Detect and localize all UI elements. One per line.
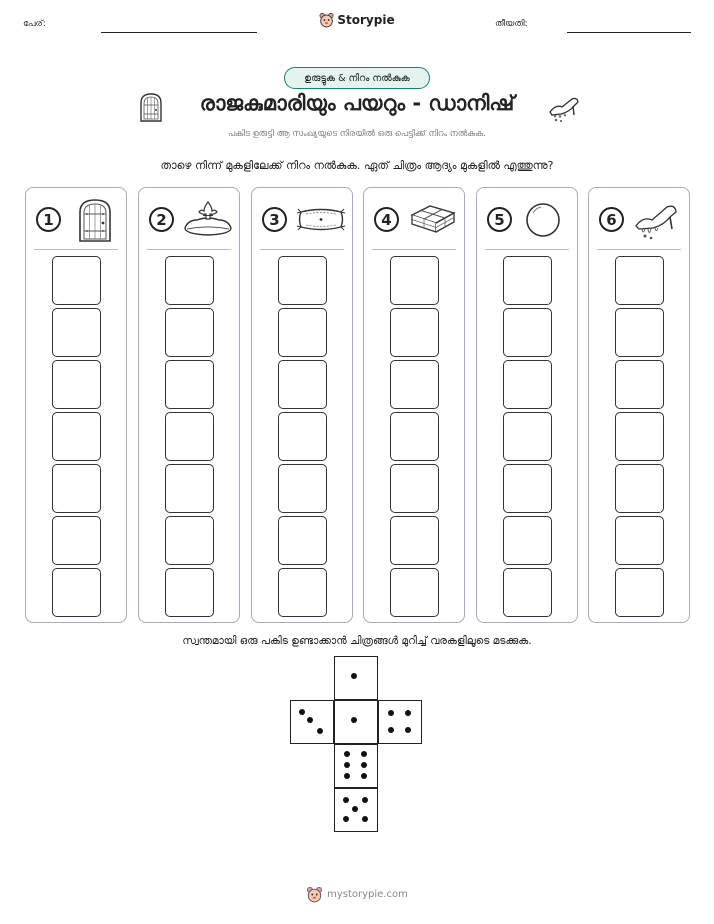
pip bbox=[344, 773, 350, 779]
color-box[interactable] bbox=[390, 516, 439, 565]
pip bbox=[361, 751, 367, 757]
pip bbox=[388, 727, 394, 733]
color-box[interactable] bbox=[390, 464, 439, 513]
column-divider bbox=[372, 249, 456, 250]
question-text: താഴെ നിന്ന് മുകളിലേക്ക് നിറം നൽകുക. ഏത് ചിത്രം ആദ്യം മുകളിൽ എത്തുന്നു? bbox=[160, 159, 554, 172]
footer-url[interactable]: mystorypie.com bbox=[327, 889, 408, 900]
door-icon bbox=[70, 198, 120, 242]
column-header bbox=[252, 198, 352, 244]
pip bbox=[307, 717, 313, 723]
activity-badge: ഉരുട്ടുക & നിറം നൽകുക bbox=[284, 67, 430, 89]
pip bbox=[343, 816, 349, 822]
dice-face-4 bbox=[378, 700, 422, 744]
color-box[interactable] bbox=[165, 516, 214, 565]
color-box[interactable] bbox=[503, 516, 552, 565]
color-box[interactable] bbox=[503, 412, 552, 461]
pip bbox=[352, 806, 358, 812]
column-divider bbox=[34, 249, 118, 250]
color-box[interactable] bbox=[615, 412, 664, 461]
column-header bbox=[364, 198, 464, 244]
color-box[interactable] bbox=[52, 256, 101, 305]
color-box[interactable] bbox=[278, 464, 327, 513]
pip bbox=[299, 709, 305, 715]
color-box[interactable] bbox=[615, 256, 664, 305]
color-box[interactable] bbox=[503, 360, 552, 409]
color-box[interactable] bbox=[278, 516, 327, 565]
dice-face-1 bbox=[334, 700, 378, 744]
pip bbox=[344, 751, 350, 757]
pip bbox=[344, 762, 350, 768]
pip bbox=[361, 762, 367, 768]
dice-face-1 bbox=[334, 656, 378, 700]
pillow-icon bbox=[296, 198, 346, 242]
number-circle: 5 bbox=[487, 207, 512, 232]
color-box[interactable] bbox=[503, 256, 552, 305]
color-box[interactable] bbox=[165, 360, 214, 409]
color-box[interactable] bbox=[165, 256, 214, 305]
pip bbox=[351, 717, 357, 723]
dice-instruction: സ്വന്തമായി ഒരു പകിട ഉണ്ടാക്കാൻ ചിത്രങ്ങൾ മുറിച്ച് വരകളിലൂടെ മടക്കുക. bbox=[182, 635, 532, 647]
name-line bbox=[101, 32, 257, 33]
column-header bbox=[477, 198, 577, 244]
number-circle: 6 bbox=[599, 207, 624, 232]
color-box[interactable] bbox=[278, 360, 327, 409]
subtitle: പകിട ഉരുട്ടി ആ സംഖ്യയുടെ നിരയിൽ ഒരു പെട്ടിക്ക് നിറം നൽകുക. bbox=[228, 129, 486, 139]
storypie-mascot-icon bbox=[306, 886, 323, 903]
pip bbox=[317, 728, 323, 734]
color-box[interactable] bbox=[165, 412, 214, 461]
color-box[interactable] bbox=[615, 516, 664, 565]
color-box[interactable] bbox=[165, 568, 214, 617]
column-divider bbox=[597, 249, 681, 250]
color-box[interactable] bbox=[390, 568, 439, 617]
color-box[interactable] bbox=[390, 412, 439, 461]
mattress-stack-icon bbox=[408, 198, 458, 242]
color-box[interactable] bbox=[503, 464, 552, 513]
number-circle: 4 bbox=[374, 207, 399, 232]
name-label: പേര്: bbox=[23, 19, 46, 29]
pip bbox=[388, 710, 394, 716]
pip bbox=[361, 773, 367, 779]
column-divider bbox=[260, 249, 344, 250]
date-label: തീയതി: bbox=[495, 19, 528, 29]
column-divider bbox=[485, 249, 569, 250]
pip bbox=[343, 797, 349, 803]
crown-icon bbox=[183, 198, 233, 242]
pip bbox=[362, 816, 368, 822]
date-line bbox=[567, 32, 691, 33]
color-box[interactable] bbox=[615, 568, 664, 617]
color-box[interactable] bbox=[52, 568, 101, 617]
column-4 bbox=[363, 187, 465, 623]
number-circle: 3 bbox=[262, 207, 287, 232]
number-circle: 1 bbox=[36, 207, 61, 232]
pip bbox=[405, 727, 411, 733]
brand-logo bbox=[0, 12, 714, 32]
column-5 bbox=[476, 187, 578, 623]
glass-slipper-icon bbox=[547, 93, 581, 123]
color-box[interactable] bbox=[52, 360, 101, 409]
color-box[interactable] bbox=[278, 256, 327, 305]
column-header bbox=[139, 198, 239, 244]
column-header bbox=[589, 198, 689, 244]
color-box[interactable] bbox=[390, 308, 439, 357]
color-box[interactable] bbox=[615, 360, 664, 409]
column-3 bbox=[251, 187, 353, 623]
brand-name: Storypie bbox=[337, 13, 395, 27]
color-box[interactable] bbox=[52, 516, 101, 565]
footer bbox=[0, 886, 714, 907]
color-box[interactable] bbox=[615, 464, 664, 513]
color-box[interactable] bbox=[52, 412, 101, 461]
color-box[interactable] bbox=[278, 308, 327, 357]
color-box[interactable] bbox=[615, 308, 664, 357]
glass-slipper-icon bbox=[633, 198, 683, 242]
color-box[interactable] bbox=[390, 256, 439, 305]
pip bbox=[351, 673, 357, 679]
dice-face-3 bbox=[290, 700, 334, 744]
color-box[interactable] bbox=[503, 308, 552, 357]
color-box[interactable] bbox=[278, 568, 327, 617]
color-box[interactable] bbox=[165, 308, 214, 357]
column-1 bbox=[25, 187, 127, 623]
page-title: രാജകുമാരിയും പയറും - ഡാനിഷ് bbox=[199, 91, 515, 115]
dice-face-6 bbox=[334, 744, 378, 788]
color-box[interactable] bbox=[390, 360, 439, 409]
column-divider bbox=[147, 249, 231, 250]
pea-icon bbox=[521, 198, 571, 242]
color-box[interactable] bbox=[52, 464, 101, 513]
color-box[interactable] bbox=[52, 308, 101, 357]
color-box[interactable] bbox=[278, 412, 327, 461]
number-circle: 2 bbox=[149, 207, 174, 232]
column-2 bbox=[138, 187, 240, 623]
pip bbox=[405, 710, 411, 716]
storypie-mascot-icon bbox=[319, 12, 334, 28]
pip bbox=[362, 797, 368, 803]
column-6 bbox=[588, 187, 690, 623]
dice-face-5 bbox=[334, 788, 378, 832]
color-box[interactable] bbox=[165, 464, 214, 513]
column-header bbox=[26, 198, 126, 244]
color-box[interactable] bbox=[503, 568, 552, 617]
